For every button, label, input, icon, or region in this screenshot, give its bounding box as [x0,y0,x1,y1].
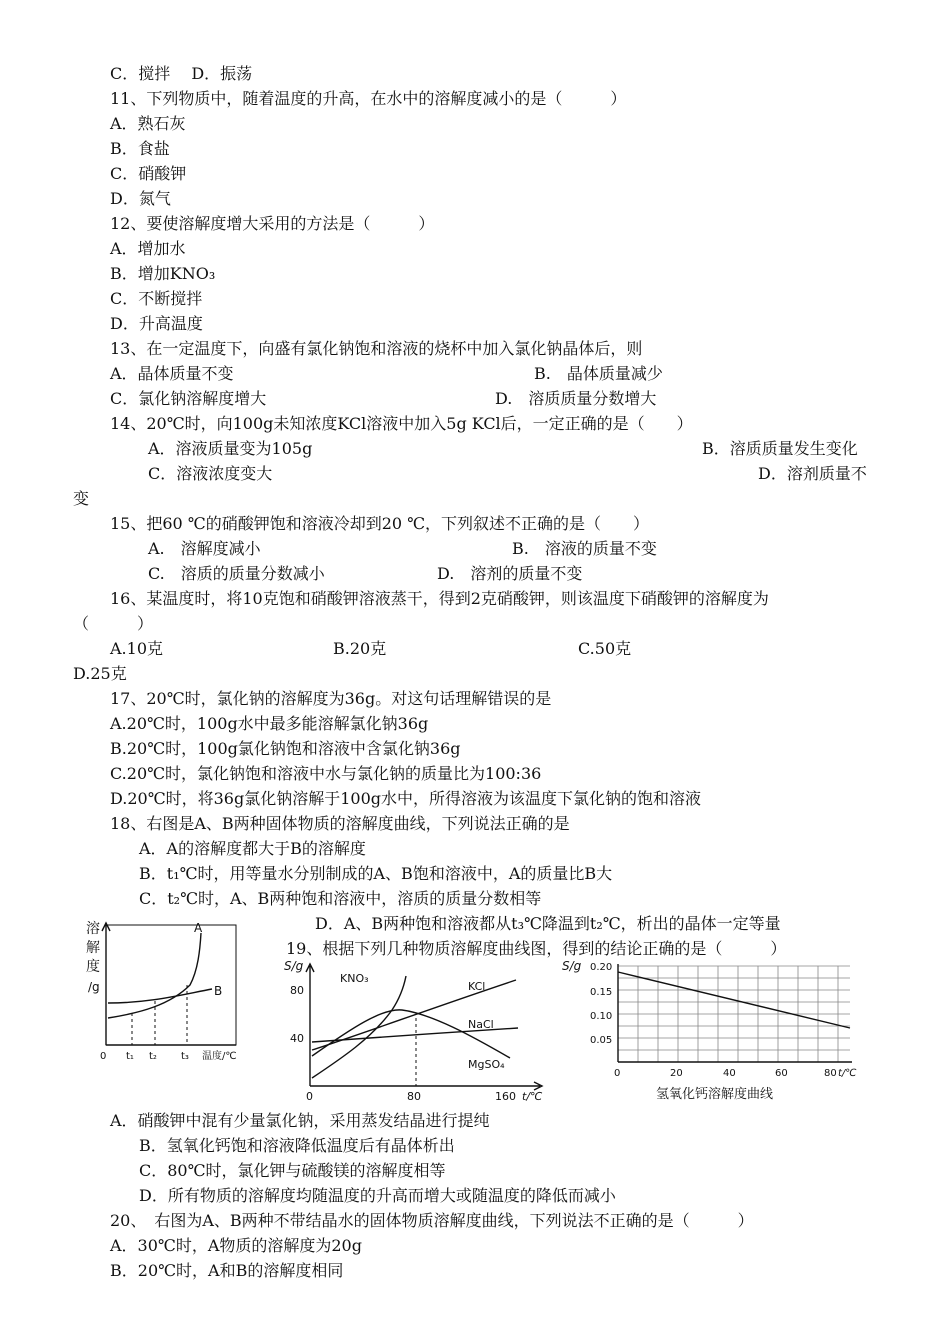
q13-option-b: B. 晶体质量减少 [534,364,663,383]
q17-option-c: C.20℃时，氯化钠饱和溶液中水与氯化钠的质量比为100:36 [110,764,542,783]
fig1-tick-t3: t₃ [181,1051,189,1062]
fig3-xtick-20: 20 [670,1068,683,1079]
fig2-ytick-80: 80 [290,984,304,997]
fig2-xtick-0: 0 [306,1090,313,1103]
q14-stem: 14、20℃时，向100g未知浓度KCl溶液中加入5g KCl后，一定正确的是（ ） [110,414,693,433]
fig1-xlabel: 温度/℃ [202,1051,237,1062]
fig3-ytick-010: 0.10 [590,1011,613,1022]
q13-option-c: C．氯化钠溶解度增大 [110,389,267,408]
q12-stem: 12、要使溶解度增大采用的方法是（ ） [110,214,435,233]
fig1-ylabel-3: 度 [86,959,100,975]
fig2-xtick-160: 160 [495,1090,516,1103]
q10-options-c-d: C．搅拌 D．振荡 [110,64,253,83]
q11-option-b: B．食盐 [110,139,170,158]
q19-option-c: C．80℃时，氯化钾与硫酸镁的溶解度相等 [139,1161,446,1180]
q11-option-a: A．熟石灰 [110,114,186,133]
fig3-xtick-80: 80 [824,1068,837,1079]
q15-option-c: C. 溶质的质量分数减小 [148,564,325,583]
fig1-curve-b-label: B [214,984,223,998]
q14-option-b: B．溶质质量发生变化 [702,439,858,458]
q15-option-b: B. 溶液的质量不变 [512,539,657,558]
q14-option-c: C．溶液浓度变大 [148,464,273,483]
q15-stem: 15、把60 ℃的硝酸钾饱和溶液冷却到20 ℃，下列叙述不正确的是（ ） [110,514,650,533]
q20-option-b: B．20℃时，A和B的溶解度相同 [110,1261,344,1280]
q19-stem: 19、根据下列几种物质溶解度曲线图，得到的结论正确的是（ ） [286,939,787,958]
q16-option-d: D.25克 [73,664,127,683]
fig3-ylabel: S/g [562,959,582,973]
fig1-curve-a-label: A [194,921,203,935]
q19-option-a: A．硝酸钾中混有少量氯化钠，采用蒸发结晶进行提纯 [110,1111,490,1130]
q19-solubility-figure-2 [560,958,860,1108]
q14-option-d-cont: 变 [73,489,90,508]
q12-option-d: D．升高温度 [110,314,203,333]
q12-option-a: A．增加水 [110,239,186,258]
q17-stem: 17、20℃时，氯化钠的溶解度为36g。对这句话理解错误的是 [110,689,552,708]
q12-option-c: C．不断搅拌 [110,289,203,308]
q16-option-b: B.20克 [333,639,387,658]
q15-option-d: D. 溶剂的质量不变 [437,564,583,583]
fig1-tick-t1: t₁ [126,1051,134,1062]
fig2-ytick-40: 40 [290,1032,304,1045]
q14-option-a: A．溶液质量变为105g [148,439,313,458]
fig3-caption: 氢氧化钙溶解度曲线 [656,1087,774,1102]
fig2-xtick-80: 80 [407,1090,421,1103]
fig2-label-kcl: KCl [468,980,486,993]
q19-solubility-figure-1 [282,958,562,1108]
fig2-y-axis [306,964,314,1086]
fig2-label-mgso4: MgSO₄ [468,1058,505,1071]
q11-stem: 11、下列物质中，随着温度的升高，在水中的溶解度减小的是（ ） [110,89,627,108]
fig3-ytick-020: 0.20 [590,962,613,973]
q18-option-d: D．A、B两种饱和溶液都从t₃℃降温到t₂℃，析出的晶体一定等量 [315,914,781,933]
fig2-x-axis [310,1082,542,1090]
fig2-ylabel: S/g [284,959,304,973]
q13-option-a: A．晶体质量不变 [110,364,234,383]
q18-option-b: B．t₁℃时，用等量水分别制成的A、B饱和溶液中，A的质量比B大 [139,864,613,883]
q11-option-d: D．氮气 [110,189,171,208]
q13-option-d: D. 溶质质量分数增大 [495,389,657,408]
fig3-xtick-60: 60 [775,1068,788,1079]
q11-option-c: C．硝酸钾 [110,164,187,183]
q16-stem: 16、某温度时，将10克饱和硝酸钾溶液蒸干，得到2克硝酸钾，则该温度下硝酸钾的溶解度为 [110,589,769,608]
fig1-ylabel-1: 溶 [86,921,100,937]
fig3-xtick-0: 0 [614,1068,621,1079]
q15-option-a: A. 溶解度减小 [148,539,261,558]
q20-option-a: A．30℃时，A物质的溶解度为20g [110,1236,362,1255]
fig1-origin: 0 [100,1051,107,1062]
q13-stem: 13、在一定温度下，向盛有氯化钠饱和溶液的烧杯中加入氯化钠晶体后，则 [110,339,643,358]
q18-solubility-figure [80,915,260,1065]
q16-stem-cont: （ ） [73,614,154,633]
q18-option-c: C．t₂℃时，A、B两种饱和溶液中，溶质的质量分数相等 [139,889,542,908]
q16-option-a: A.10克 [110,639,164,658]
fig3-xtick-40: 40 [723,1068,736,1079]
q18-option-a: A．A的溶解度都大于B的溶解度 [139,839,366,858]
fig2-label-kno3: KNO₃ [340,972,369,985]
fig1-tick-t2: t₂ [149,1051,157,1062]
q16-option-c: C.50克 [578,639,632,658]
q19-option-b: B．氢氧化钙饱和溶液降低温度后有晶体析出 [139,1136,455,1155]
fig1-curve-b [108,989,212,1003]
fig2-curve-kno3 [312,976,406,1078]
q17-option-b: B.20℃时，100g氯化钠饱和溶液中含氯化钠36g [110,739,461,758]
fig2-xlabel: t/℃ [522,1090,543,1103]
fig2-label-nacl: NaCl [468,1018,494,1031]
q14-option-d: D．溶剂质量不 [758,464,867,483]
fig3-ytick-015: 0.15 [590,987,613,998]
fig1-ylabel-4: /g [88,980,100,994]
q12-option-b: B．增加KNO₃ [110,264,216,283]
q17-option-d: D.20℃时，将36g氯化钠溶解于100g水中，所得溶液为该温度下氯化钠的饱和溶液 [110,789,701,808]
q19-option-d: D．所有物质的溶解度均随温度的升高而增大或随温度的降低而减小 [139,1186,616,1205]
q18-stem: 18、右图是A、B两种固体物质的溶解度曲线，下列说法正确的是 [110,814,570,833]
fig1-ylabel-2: 解 [86,940,100,956]
fig3-curve-caoh2 [618,972,850,1028]
fig3-xlabel: t/℃ [838,1068,857,1079]
q17-option-a: A.20℃时，100g水中最多能溶解氯化钠36g [110,714,429,733]
fig3-axes [618,964,852,1062]
fig3-ytick-005: 0.05 [590,1035,613,1046]
q20-stem: 20、 右图为A、B两种不带结晶水的固体物质溶解度曲线，下列说法不正确的是（ ） [110,1211,754,1230]
